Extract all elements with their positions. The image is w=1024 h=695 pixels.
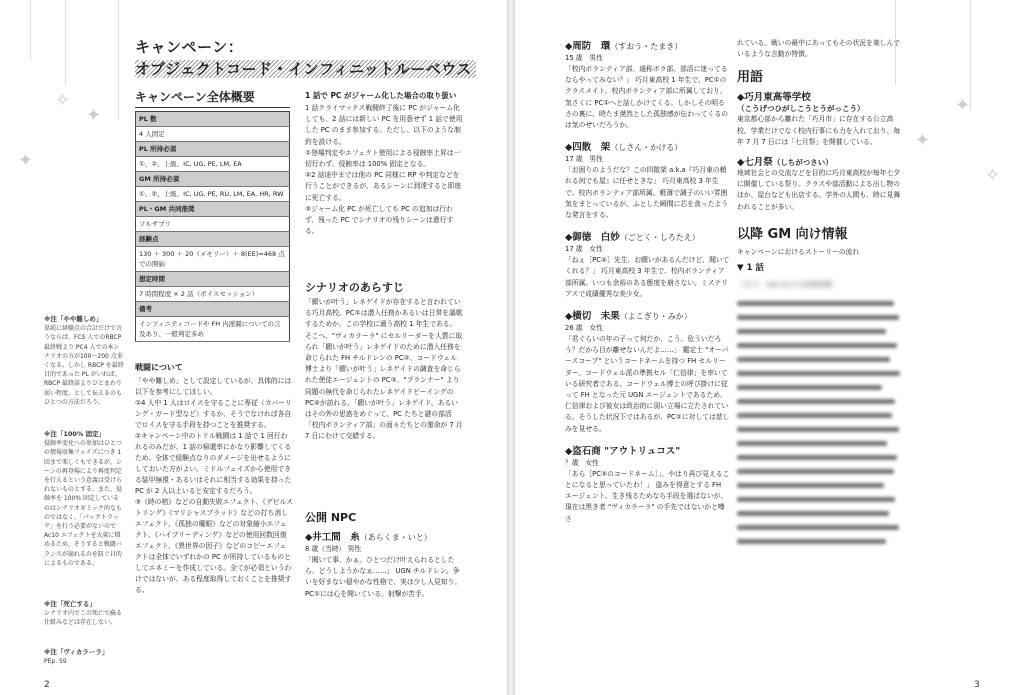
sidenote-title: ※注「ヴィカラーラ」 bbox=[44, 648, 109, 656]
sidenote bbox=[44, 648, 124, 666]
episode-heading: ▼ 1 話 bbox=[737, 262, 764, 273]
page-number: 3 bbox=[974, 680, 980, 690]
hanging-line bbox=[970, 0, 971, 110]
star-decoration-icon: ✧ bbox=[55, 90, 71, 111]
npc-ruby: （ごとく・しろたえ） bbox=[619, 233, 700, 243]
sidenote bbox=[44, 315, 124, 407]
hanging-line bbox=[65, 0, 66, 85]
npc-name: ◆御徳 白妙 bbox=[565, 232, 620, 244]
sidenote-text: PEp. 59 bbox=[44, 658, 67, 666]
npc-text: 「聞いて事、かぁ。ひとつだけ叶えられるとしたら、どうしようかなぁ……」 UGN チルドレン。争いを好まない穏やかな性格で、実は少し人見知り。PC①には心を開いている。射撃が苦手。 bbox=[305, 556, 462, 598]
table-label: GM 所持必須 bbox=[136, 172, 290, 187]
npc-section bbox=[305, 505, 463, 600]
npc-text: 「君ぐらいの年の子って何だか、こう、危ういだろう？だから目が離せないんだよ……」 鑑定士 "オーバースコープ" というコードネームを持つ FH セルリーダー。コードウェル派の準拠セル「仁信律」を率いている研究者である。コードウェル博士の呼び掛けに従って FH となった元 UGN エージェントであるため、仁信律および彼女は政治的に弱い立場に立たされている。そうした状況下ではあるが、PC②に対しては慈しみを見せる。 bbox=[565, 335, 730, 433]
npc-column bbox=[565, 38, 730, 525]
star-decoration-icon: ✧ bbox=[985, 165, 1001, 186]
book-gutter bbox=[507, 0, 515, 695]
battle-para: ①4 人中 1 人はロイスを守ることに専従（カバーリング・ガード型など）するか、そうでなければ各自でロイスを守る手段を持つことを推奨する。 bbox=[135, 399, 292, 429]
npc-ruby: （すおう・たまき） bbox=[610, 42, 683, 51]
synopsis-text: 「願いが叶う」レネゲイドが存在すると言われている巧月高校。PC①は潜入任務かあるいは日常を謳歌するためか、この学校に通う高校 1 年生である。そこへ、"ヴィカラーラ" にセルリーダーを人質に取られ「願いが叶う」レネゲイドのために潜入任務を命じられた FH チルドレンの PC②、コードウェル博士より「願いが叶う」レネゲイドの調査を命じられた使徒エージェントの PC③、"プランナー" より同題の無代を命じられたレネゲイドビーイングの PC④が訪れる。「願いが叶う」レネゲイド、あるいはその外の思惑をめぐって、PC たちと謎の部活「校内ボランティア部」の面々たちとの運命が 7 月 7 日にむけて交錯する。 bbox=[305, 298, 463, 441]
glossary-ruby: （しちがつさい） bbox=[772, 158, 833, 168]
sidenote-text: 侵蝕率変化への参加はひとつの情報収集フェイズにつき 1 回まで楽しくもできるが、シーンの再登場により再度判定を行えるという意義は受けられないものとする。また、侵蝕率を 100% 固定しているのはシナリオギミック的なものではなく、「パックトラック」を行う必要がないので Ac10 エフェクトを大量に積めるため、そうすると戦闘バランスが崩れるのを防ぐ目的によるものである。 bbox=[44, 440, 123, 567]
battle-para: ②キャンペーン中のトドル戦闘は 1 話で 1 回行われるのみだが、1 話の帰還率にかなり影響してくるため、全体で経験点なりのダメージを出せるようにしておいた方がよい。ミドルフェイズから使用できる装甲無視・あるいはそれに相当する効果を持った PC が 2 人以上いると安定するだろう。 bbox=[135, 432, 292, 495]
glossary-term: ◆巧月東高等学校 bbox=[737, 92, 811, 104]
jam-para: ③ジャーム化 PC が死亡しても PC の追加は行わず、残った PC でシナリオの残りシーンは進行する。 bbox=[305, 204, 454, 236]
npc-name: ◆盗石商 "アウトリュコス" bbox=[565, 445, 681, 457]
npc-entry bbox=[565, 443, 730, 525]
star-decoration-icon: ✦ bbox=[18, 150, 34, 171]
jam-heading: 1 話で PC がジャーム化した場合の取り扱い bbox=[305, 91, 457, 100]
sidenote bbox=[44, 430, 124, 568]
npc-name: ◆井工間 糸（あらくま・いと） bbox=[305, 532, 432, 543]
page-number: 2 bbox=[44, 680, 50, 690]
table-value: 7 時間程度 × 2 話（ボイスセッション） bbox=[136, 287, 290, 302]
npc-entry bbox=[565, 38, 730, 131]
right-page bbox=[515, 0, 1024, 695]
npc-heading: 公開 NPC bbox=[305, 511, 357, 524]
blurred-placeholder: （以下、GM 向けの詳細情報） bbox=[737, 279, 839, 289]
npc-meta: 15 歳 男性 bbox=[565, 54, 603, 62]
battle-para: 「やや難しめ」として設定しているが、具体的には以下を参考にしてほしい。 bbox=[135, 377, 292, 396]
sidenote-title: ※注「やや難しめ」 bbox=[44, 315, 103, 323]
left-page bbox=[0, 0, 507, 695]
npc-entry bbox=[565, 139, 730, 221]
glossary-text: 地域社会との交流などを目的に巧月東高校が毎年七夕に開催している祭り。クラスや部活動による出し物のほか、屋台なども出店する。学外の人間も、時に見舞われることが多い。 bbox=[737, 169, 901, 211]
table-value: ①、②、上級、IC, UG, PE, LM, EA bbox=[136, 157, 290, 172]
sidenote-title: ※注「死亡する」 bbox=[44, 600, 96, 608]
table-label: 想定時間 bbox=[136, 272, 290, 287]
table-value: ①、②、上級、IC, UG, PE, RU, LM, EA, HR, RW bbox=[136, 187, 290, 202]
right-column bbox=[737, 38, 902, 553]
npc-name: ◆四散 架 bbox=[565, 142, 611, 154]
glossary-text: 東京都心部から離れた「巧月市」に存在する公立高校。学業だけでなく校内行事にも力を入れており、毎年 7 月 7 日には「七月祭」を開催している。 bbox=[737, 115, 901, 146]
star-decoration-icon: ✦ bbox=[955, 95, 971, 116]
npc-meta: 26 歳 女性 bbox=[565, 324, 603, 333]
npc-ruby: （しさん・かける） bbox=[610, 143, 683, 153]
battle-para: ③《時の棺》などの自動失敗エフェクト、《デビルストリング》《マリシャスブラッド》などの打ち消しエフェクト、《孤独の魔眼》などの対象縮小エフェクト、《ハイブリーディング》などの使用回数回復エフェクト、《異世界の因子》などのコピーエフェクトは全体でいずれかの PC が所持しているものとしてエネミーを作成している。全てが必須というわけではないが、ある程度取得しておくことを推奨する。 bbox=[135, 498, 293, 594]
npc-name: ◆横切 未果 bbox=[565, 311, 620, 323]
blurred-gm-content bbox=[737, 277, 902, 544]
jam-para: 1 話クライマックス戦闘終了後に PC がジャーム化しても、2 話には新しい PC を用意せず 1 話で使用した PC のまま参加する。ただし、以下のような制約を設ける。 bbox=[305, 104, 463, 146]
glossary-term: ◆七月祭（しちがつさい） bbox=[737, 157, 833, 169]
npc-text: 「校内ボランティア部、通称ボラ部。部活に迷ってるならやってみない？」 巧月東高校 1 年生で、PC①のクラスメイト。校内ボランティア部に所属しており、気さくに PC①へと話しかけてくる。しかしその明るさの裏に、時たま漠然とした孤独感が伝わってくるのは気のせいだろうか。 bbox=[565, 65, 729, 130]
sidenote-text: シナリオ内でこの死亡で蘇る仕組みなどは存在しない。 bbox=[44, 610, 122, 627]
table-label: PL・GM 共同推奨 bbox=[136, 202, 290, 217]
overview-table bbox=[135, 111, 290, 342]
gm-heading: 以降 GM 向け情報 bbox=[737, 226, 848, 242]
hanging-line bbox=[118, 0, 119, 120]
npc-text: 「あら［PC③のコードネーム］」、やはり再び見えることになると思っていたわ！」 盗みを得意とする FH エージェント。生き残るためなら手段を選ばないが、現在は黒き者 "ヴィカラーラ" の手先ではないかと噂さ bbox=[565, 469, 730, 523]
jam-para: ①登場判定やエフェクト使用による侵蝕率上昇は一切行わず、侵蝕率は 100% 固定となる。 bbox=[305, 148, 461, 169]
npc-continued-text: れている。戦いの最中にあってもその状況を楽しんでいるような言動が特徴。 bbox=[737, 39, 901, 59]
table-label: 経験点 bbox=[136, 232, 290, 247]
npc-meta: 17 歳 女性 bbox=[565, 245, 603, 254]
battle-section bbox=[135, 362, 293, 596]
jam-section bbox=[305, 90, 463, 237]
page-title bbox=[135, 36, 476, 80]
npc-meta: 8 歳（当時） 男性 bbox=[305, 545, 362, 553]
title-line-2: オブジェクトコード・インフィニットルーベウス bbox=[135, 60, 476, 78]
npc-text: 「お困りのようだな？この四散架 a.k.a『巧月東の頼れる何でも屋』に任せときな」 巧月東高校 3 年生で、校内ボランティア部所属。軽薄で調子のいい雰囲気をまとっているが、ふとした瞬間に芯を食ったような発言をする。 bbox=[565, 166, 728, 220]
hanging-line bbox=[30, 0, 31, 60]
battle-heading: 戦闘について bbox=[135, 363, 183, 372]
sidenote-title: ※注「100% 固定」 bbox=[44, 430, 106, 438]
title-line-1: キャンペーン： bbox=[135, 38, 244, 56]
npc-name: ◆周防 環 bbox=[565, 41, 611, 52]
synopsis-section bbox=[305, 275, 463, 443]
glossary-entry bbox=[737, 89, 902, 148]
table-label: PL 所持必須 bbox=[136, 142, 290, 157]
star-decoration-icon: ✦ bbox=[86, 105, 102, 126]
table-value: フルサプリ bbox=[136, 217, 290, 232]
jam-para: ②2 話途中までは他の PC 同様に RP や判定などを行うことができるが、あるシーンに到達すると即座に死亡する。 bbox=[305, 171, 462, 202]
npc-entry bbox=[565, 308, 730, 435]
npc-ruby: （あらくま・いと） bbox=[359, 533, 432, 542]
table-value: 130 ＋ 300 ＋ 20（メモリー）＋ 8(EE)=468 点での開始 bbox=[136, 247, 290, 272]
glossary-heading: 用語 bbox=[737, 70, 764, 86]
table-label: 備考 bbox=[136, 302, 290, 317]
npc-ruby: （よこぎり・みか） bbox=[619, 312, 692, 322]
star-decoration-icon: ✦ bbox=[915, 130, 931, 151]
npc-meta: 17 歳 男性 bbox=[565, 155, 603, 164]
glossary-entry bbox=[737, 154, 902, 213]
npc-text: 「ねぇ［PC④］先生、お願いがあるんだけど、聞いてくれる？」 巧月東高校 3 年生で、校内ボランティア部所属。いつも余裕のある態度を崩さない、ミステリアスで成績優秀な美少女。 bbox=[565, 256, 730, 298]
sidenote bbox=[44, 600, 124, 628]
gm-subheading: キャンペーンにおけるストーリーの流れ bbox=[737, 247, 860, 256]
sidenote-text: 単純に経験点の合計だけで言うならば、FCS 人でのRBCP 最終戦より PC4 人での本シナリオの方が100〜200 点多くなる。しかし RBCP を最終目的であった PL がいれば、RBCP 最終話よりひとまわり弱い程度、として伝えるのもひとつの方法だろう。 bbox=[44, 325, 124, 406]
table-label: PL 数 bbox=[136, 112, 290, 127]
npc-meta: ？歳 女性 bbox=[565, 458, 599, 467]
overview-heading: キャンペーン全体概要 bbox=[135, 88, 290, 108]
table-value: インフィニティコードや FH 内派閥についての言及あり、一般判定多め bbox=[136, 317, 290, 342]
glossary-ruby: （こうげつひがしこうとうがっこう） bbox=[737, 104, 865, 114]
table-value: 4 人固定 bbox=[136, 127, 290, 142]
npc-entry bbox=[565, 229, 730, 300]
synopsis-heading: シナリオのあらすじ bbox=[305, 281, 404, 294]
overview-section bbox=[135, 88, 290, 342]
